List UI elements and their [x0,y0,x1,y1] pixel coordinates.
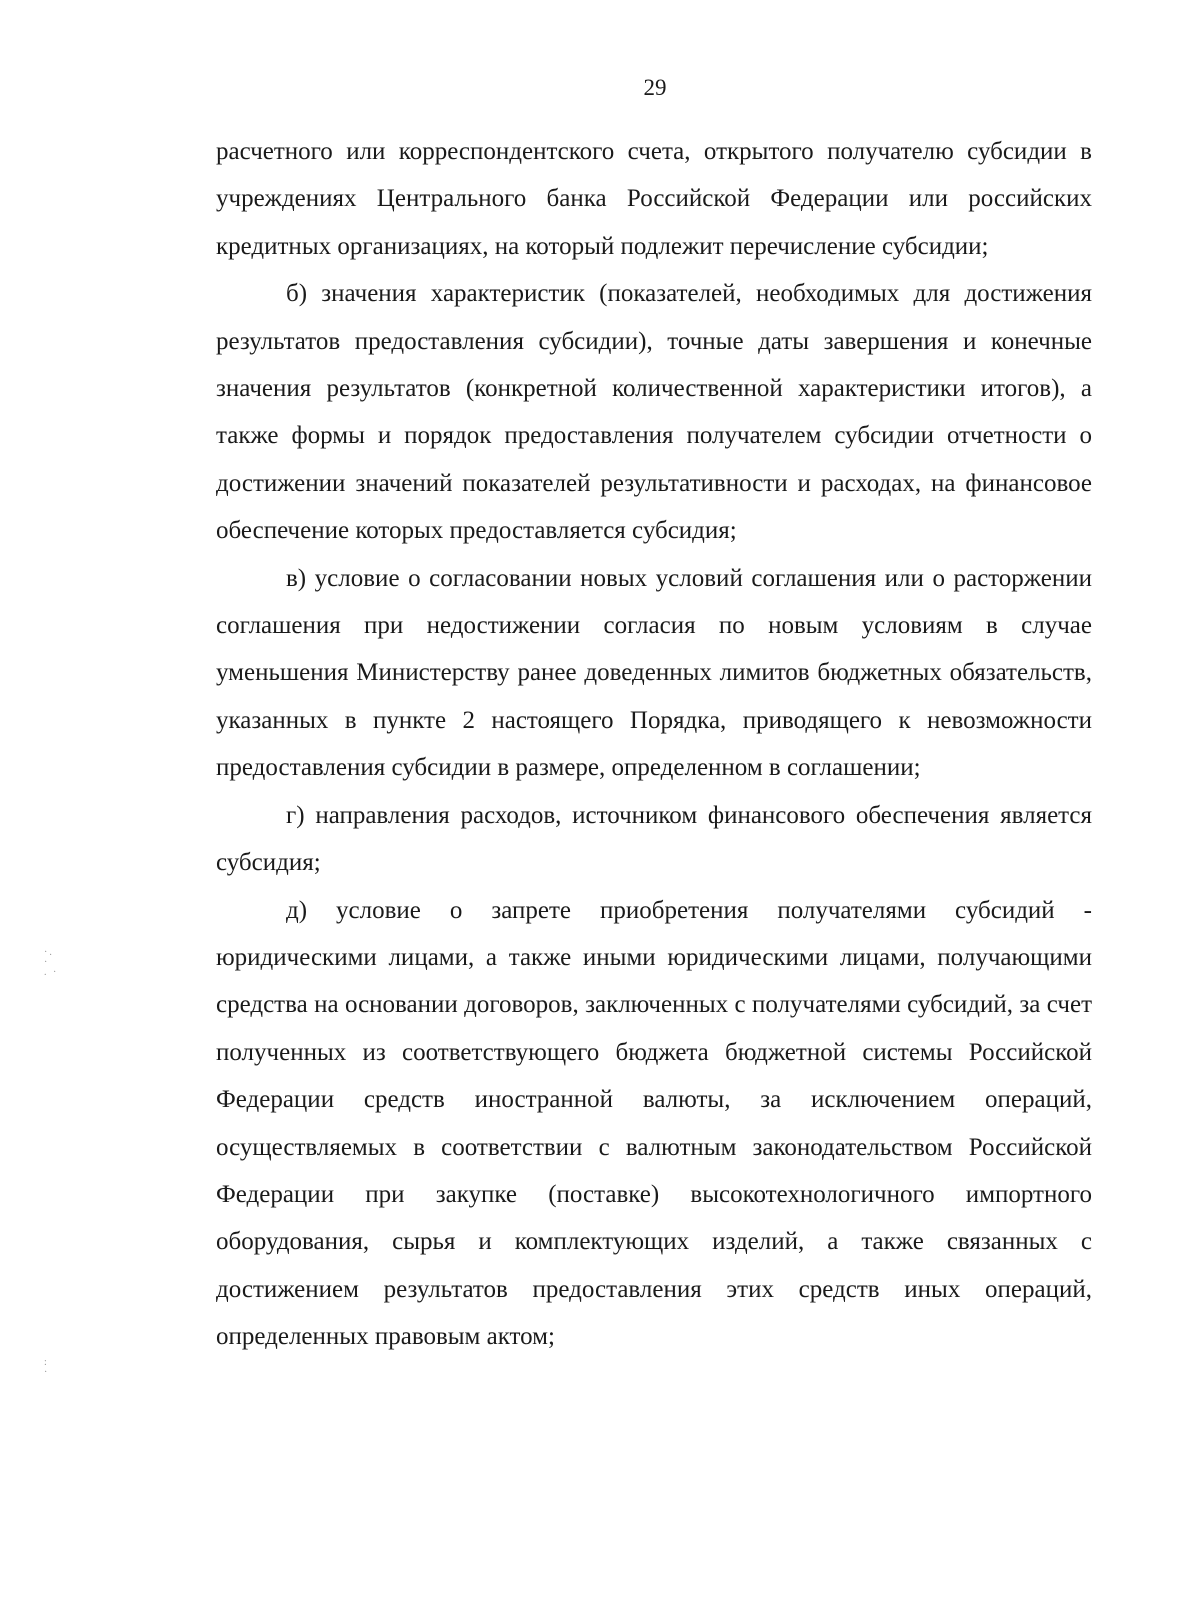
paragraph-item-v: в) условие о согласовании новых условий соглашения или о расторжении соглашения при недостижении согласия по новым условиям в случае уменьшения Министерству ранее доведенных лимитов бюджетных обязательств, указанных в пункте 2 настоящего Порядка, приводящего к невозможности предоставления субсидии в размере, определенном в соглашении; [216,564,1092,782]
page-number: 29 [643,75,667,100]
paragraph-continuation: расчетного или корреспондентского счета, открытого получателю субсидии в учреждениях Центрального банка Российской Федерации или российских кредитных организациях, на который подлежит перечисление субсидии; [216,138,1092,260]
paragraph-item-d: д) условие о запрете приобретения получателями субсидий - юридическими лицами, а также иными юридическими лицами, получающими средства на основании договоров, заключенных с получателями субсидий, за счет полученных из соответствующего бюджета бюджетной системы Российской Федерации средств иностранной валюты, за исключением операций, осуществляемых в соответствии с валютным законодательством Российской Федерации при закупке (поставке) высокотехнологичного импортного оборудования, сырья и комплектующих изделий, а также связанных с достижением результатов предоставления этих средств иных операций, определенных правовым актом; [216,896,1092,1351]
paragraph-item-b: б) значения характеристик (показателей, необходимых для достижения результатов предоставления субсидии), точные даты завершения и конечные значения результатов (конкретной количественной характеристики итогов), а также формы и порядок предоставления получателем субсидии отчетности о достижении значений показателей результативности и расходах, на финансовое обеспечение которых предоставляется субсидия; [216,280,1092,545]
scan-speckle: ·. · . · [44,947,59,978]
scan-speckle: : · [44,1357,50,1378]
paragraph-item-g: г) направления расходов, источником финансового обеспечения является субсидия; [216,801,1092,877]
document-body [216,128,1092,1361]
